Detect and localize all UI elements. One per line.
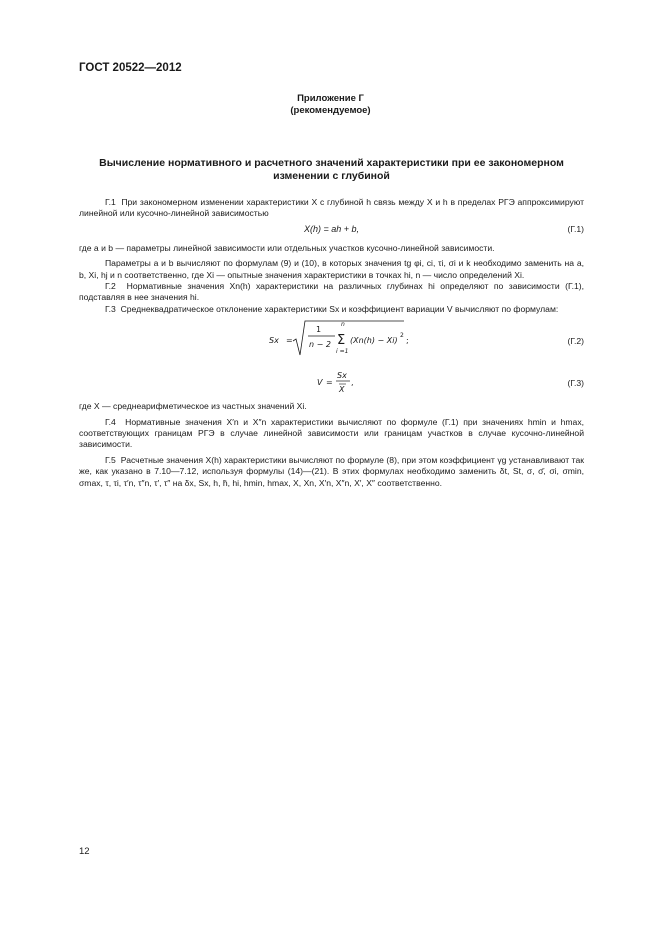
annex-status: (рекомендуемое) — [290, 105, 371, 116]
doc-code: ГОСТ 20522—2012 — [79, 62, 182, 74]
eq2-power: 2 — [400, 332, 404, 340]
paragraph-g5 — [79, 455, 584, 489]
sum-upper: n — [341, 321, 345, 329]
eq2-lhs: Sx — [269, 336, 279, 346]
paragraph-g2 — [79, 281, 584, 304]
clause-text: Нормативные значения X′n и X″n характеристики вычисляют по формуле (Г.1) при значениях hmin и hmax, соответствующих границам РГЭ в случае линейной зависимости или границам участков в случае кусочно-линейной зависимости. — [79, 416, 584, 450]
paragraph-g3 — [79, 304, 584, 315]
eq2-denominator: n − 2 — [309, 340, 331, 350]
document-body — [79, 197, 584, 489]
equation-number: (Г.1) — [567, 223, 584, 234]
eq3-denominator: X — [339, 385, 345, 395]
clause-number: Г.5 — [105, 454, 116, 465]
eq2-inner: (Xn(h) − Xi) — [350, 336, 398, 346]
eq3-lhs: V — [317, 378, 323, 388]
clause-number: Г.3 — [105, 303, 116, 314]
eq2-equals: = — [286, 336, 293, 346]
paragraph-parameters: Параметры a и b вычисляют по формулам (9) и (10), в которых значения tg φi, ci, τi, σi и k необходимо заменить на a, b, Xi, hj и n соответственно, где Xi — опытные значения характеристики в точках hi, n — число определений Xi. — [79, 258, 584, 280]
equation-g3 — [79, 363, 584, 401]
clause-number: Г.4 — [105, 416, 116, 427]
annex-heading — [0, 93, 661, 117]
equation-g2 — [79, 315, 584, 363]
page-number: 12 — [79, 846, 90, 857]
paragraph-g1 — [79, 197, 584, 220]
clause-number: Г.2 — [105, 281, 116, 292]
clause-text: Среднеквадратическое отклонение характеристики Sx и коэффициент вариации V вычисляют по формулам: — [120, 303, 559, 314]
equation-number: (Г.3) — [567, 378, 584, 389]
sum-sign: Σ — [337, 333, 346, 349]
sum-lower: i =1 — [336, 348, 349, 356]
section-title: Вычисление нормативного и расчетного значений характеристики при ее закономерном изменении с глубиной — [99, 157, 564, 182]
clause-text: Нормативные значения Xn(h) характеристики на различных глубинах hi определяют по зависимости (Г.1), подставляя в нее значения hi. — [79, 281, 584, 303]
clause-text: Расчетные значения X(h) характеристики вычисляют по формуле (8), при этом коэффициент γg устанавливают так же, как указано в 7.10—7.12, используя формулы (14)—(21). В этих формулах необходимо заменить δt, St, σ, σ̄, σi, σmin, σmax, τ, τi, τ′n, τ″n, τ′, τ″ на δx, Sx, h, h̄, hi, hmin, hmax, X, Xn, X′n, X″n, X′, X″ соответственно. — [79, 454, 585, 488]
eq2-one: 1 — [316, 325, 322, 335]
paragraph-where-ab: где a и b — параметры линейной зависимости или отдельных участков кусочно-линейной зависимости. — [79, 242, 495, 253]
paragraph-where-mean: где X — среднеарифметическое из частных значений Xi. — [79, 401, 307, 412]
eq3-numerator: Sx — [337, 371, 347, 381]
eq2-tail: ; — [406, 336, 409, 346]
equation-number: (Г.2) — [567, 336, 584, 347]
clause-text: При закономерном изменении характеристики X с глубиной h связь между X и h в пределах РГЭ аппроксимируют линейной или кусочно-линейной зависимостью — [79, 197, 585, 219]
annex-title: Приложение Г — [297, 93, 364, 104]
equation-g3-formula — [79, 363, 584, 401]
clause-number: Г.1 — [105, 197, 116, 207]
equation-expression: X(h) = ah + b, — [303, 223, 360, 234]
equation-g2-formula — [79, 315, 584, 363]
equation-g1 — [79, 224, 584, 239]
eq3-equals: = — [326, 378, 333, 388]
paragraph-g4 — [79, 417, 584, 451]
eq3-tail: , — [351, 378, 354, 388]
